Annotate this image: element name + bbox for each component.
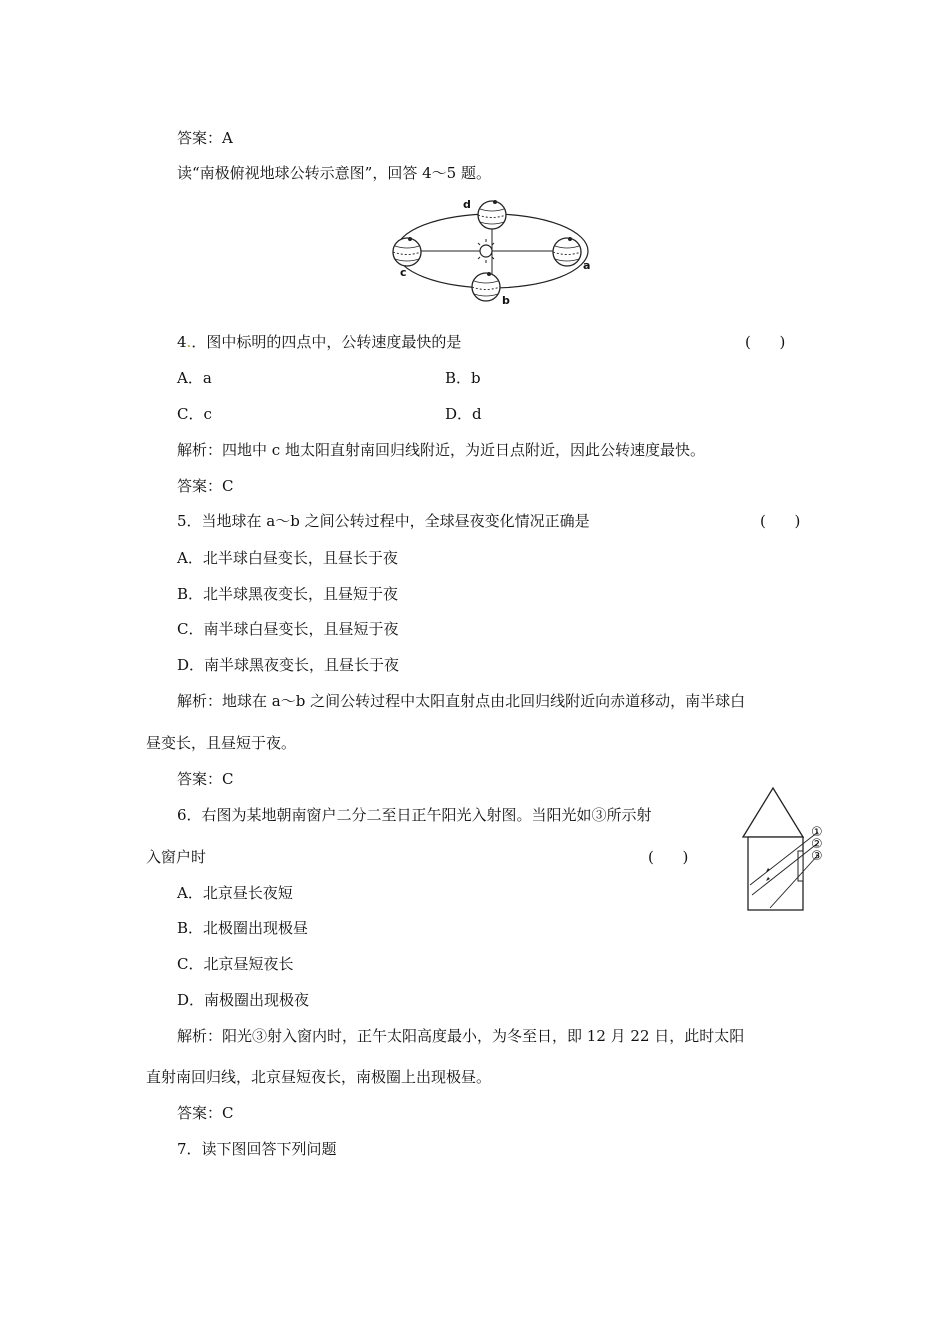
label-b: b (502, 294, 510, 307)
q6-answer: 答案：C (177, 1104, 234, 1122)
label-ray-3: ③ (811, 849, 823, 864)
q5-option-d: D．南半球黑夜变长，且昼长于夜 (177, 656, 400, 674)
q5-option-a: A．北半球白昼变长，且昼长于夜 (177, 549, 398, 567)
q6-option-b: B．北极圈出现极昼 (177, 919, 309, 937)
q4-option-d: D．d (445, 405, 482, 423)
label-c: c (400, 266, 407, 279)
q4-option-b: B．b (445, 369, 481, 387)
q7-question: 7．读下图回答下列问题 (177, 1140, 337, 1158)
label-ray-2: ② (811, 837, 823, 852)
previous-answer: 答案：A (177, 129, 233, 147)
q6-analysis-line1: 解析：阳光③射入窗内时，正午太阳高度最小，为冬至日，即 12 月 22 日，此时太阳 (177, 1027, 745, 1045)
q5-answer: 答案：C (177, 770, 234, 788)
earth-d-icon (478, 200, 506, 229)
q6-analysis-line2: 直射南回归线，北京昼短夜长，南极圈上出现极昼。 (146, 1068, 492, 1086)
window-sunlight-diagram (740, 785, 832, 913)
q4-answer-paren: ( ) (745, 333, 786, 351)
q4-option-a: A．a (177, 369, 212, 387)
q4-option-c: C．c (177, 405, 212, 423)
intro-text: 读“南极俯视地球公转示意图”，回答 4～5 题。 (177, 164, 491, 182)
q6-option-d: D．南极圈出现极夜 (177, 991, 310, 1009)
q6-option-c: C．北京昼短夜长 (177, 955, 294, 973)
label-ray-1: ① (811, 825, 823, 840)
q5-analysis-line2: 昼变长，且昼短于夜。 (146, 734, 297, 752)
q4-question: 4.．图中标明的四点中，公转速度最快的是 (177, 333, 462, 351)
earth-a-icon (553, 237, 581, 266)
earth-c-icon (393, 237, 421, 266)
q6-answer-paren: ( ) (648, 848, 689, 866)
q5-option-c: C．南半球白昼变长，且昼短于夜 (177, 620, 399, 638)
q4-analysis: 解析：四地中 c 地太阳直射南回归线附近，为近日点附近，因此公转速度最快。 (177, 441, 705, 459)
orbit-diagram (385, 195, 600, 307)
q5-question: 5．当地球在 a～b 之间公转过程中，全球昼夜变化情况正确是 (177, 512, 590, 530)
q5-analysis-line1: 解析：地球在 a～b 之间公转过程中太阳直射点由北回归线附近向赤道移动，南半球白 (177, 692, 746, 710)
q6-question-line2: 入窗户时 (146, 848, 207, 866)
q5-answer-paren: ( ) (760, 512, 801, 530)
label-a: a (583, 259, 591, 272)
q6-question-line1: 6．右图为某地朝南窗户二分二至日正午阳光入射图。当阳光如③所示射 (177, 806, 652, 824)
q4-answer: 答案：C (177, 477, 234, 495)
q6-option-a: A．北京昼长夜短 (177, 884, 293, 902)
q5-option-b: B．北半球黑夜变长，且昼短于夜 (177, 585, 399, 603)
earth-b-icon (472, 272, 500, 301)
label-d: d (463, 198, 471, 211)
